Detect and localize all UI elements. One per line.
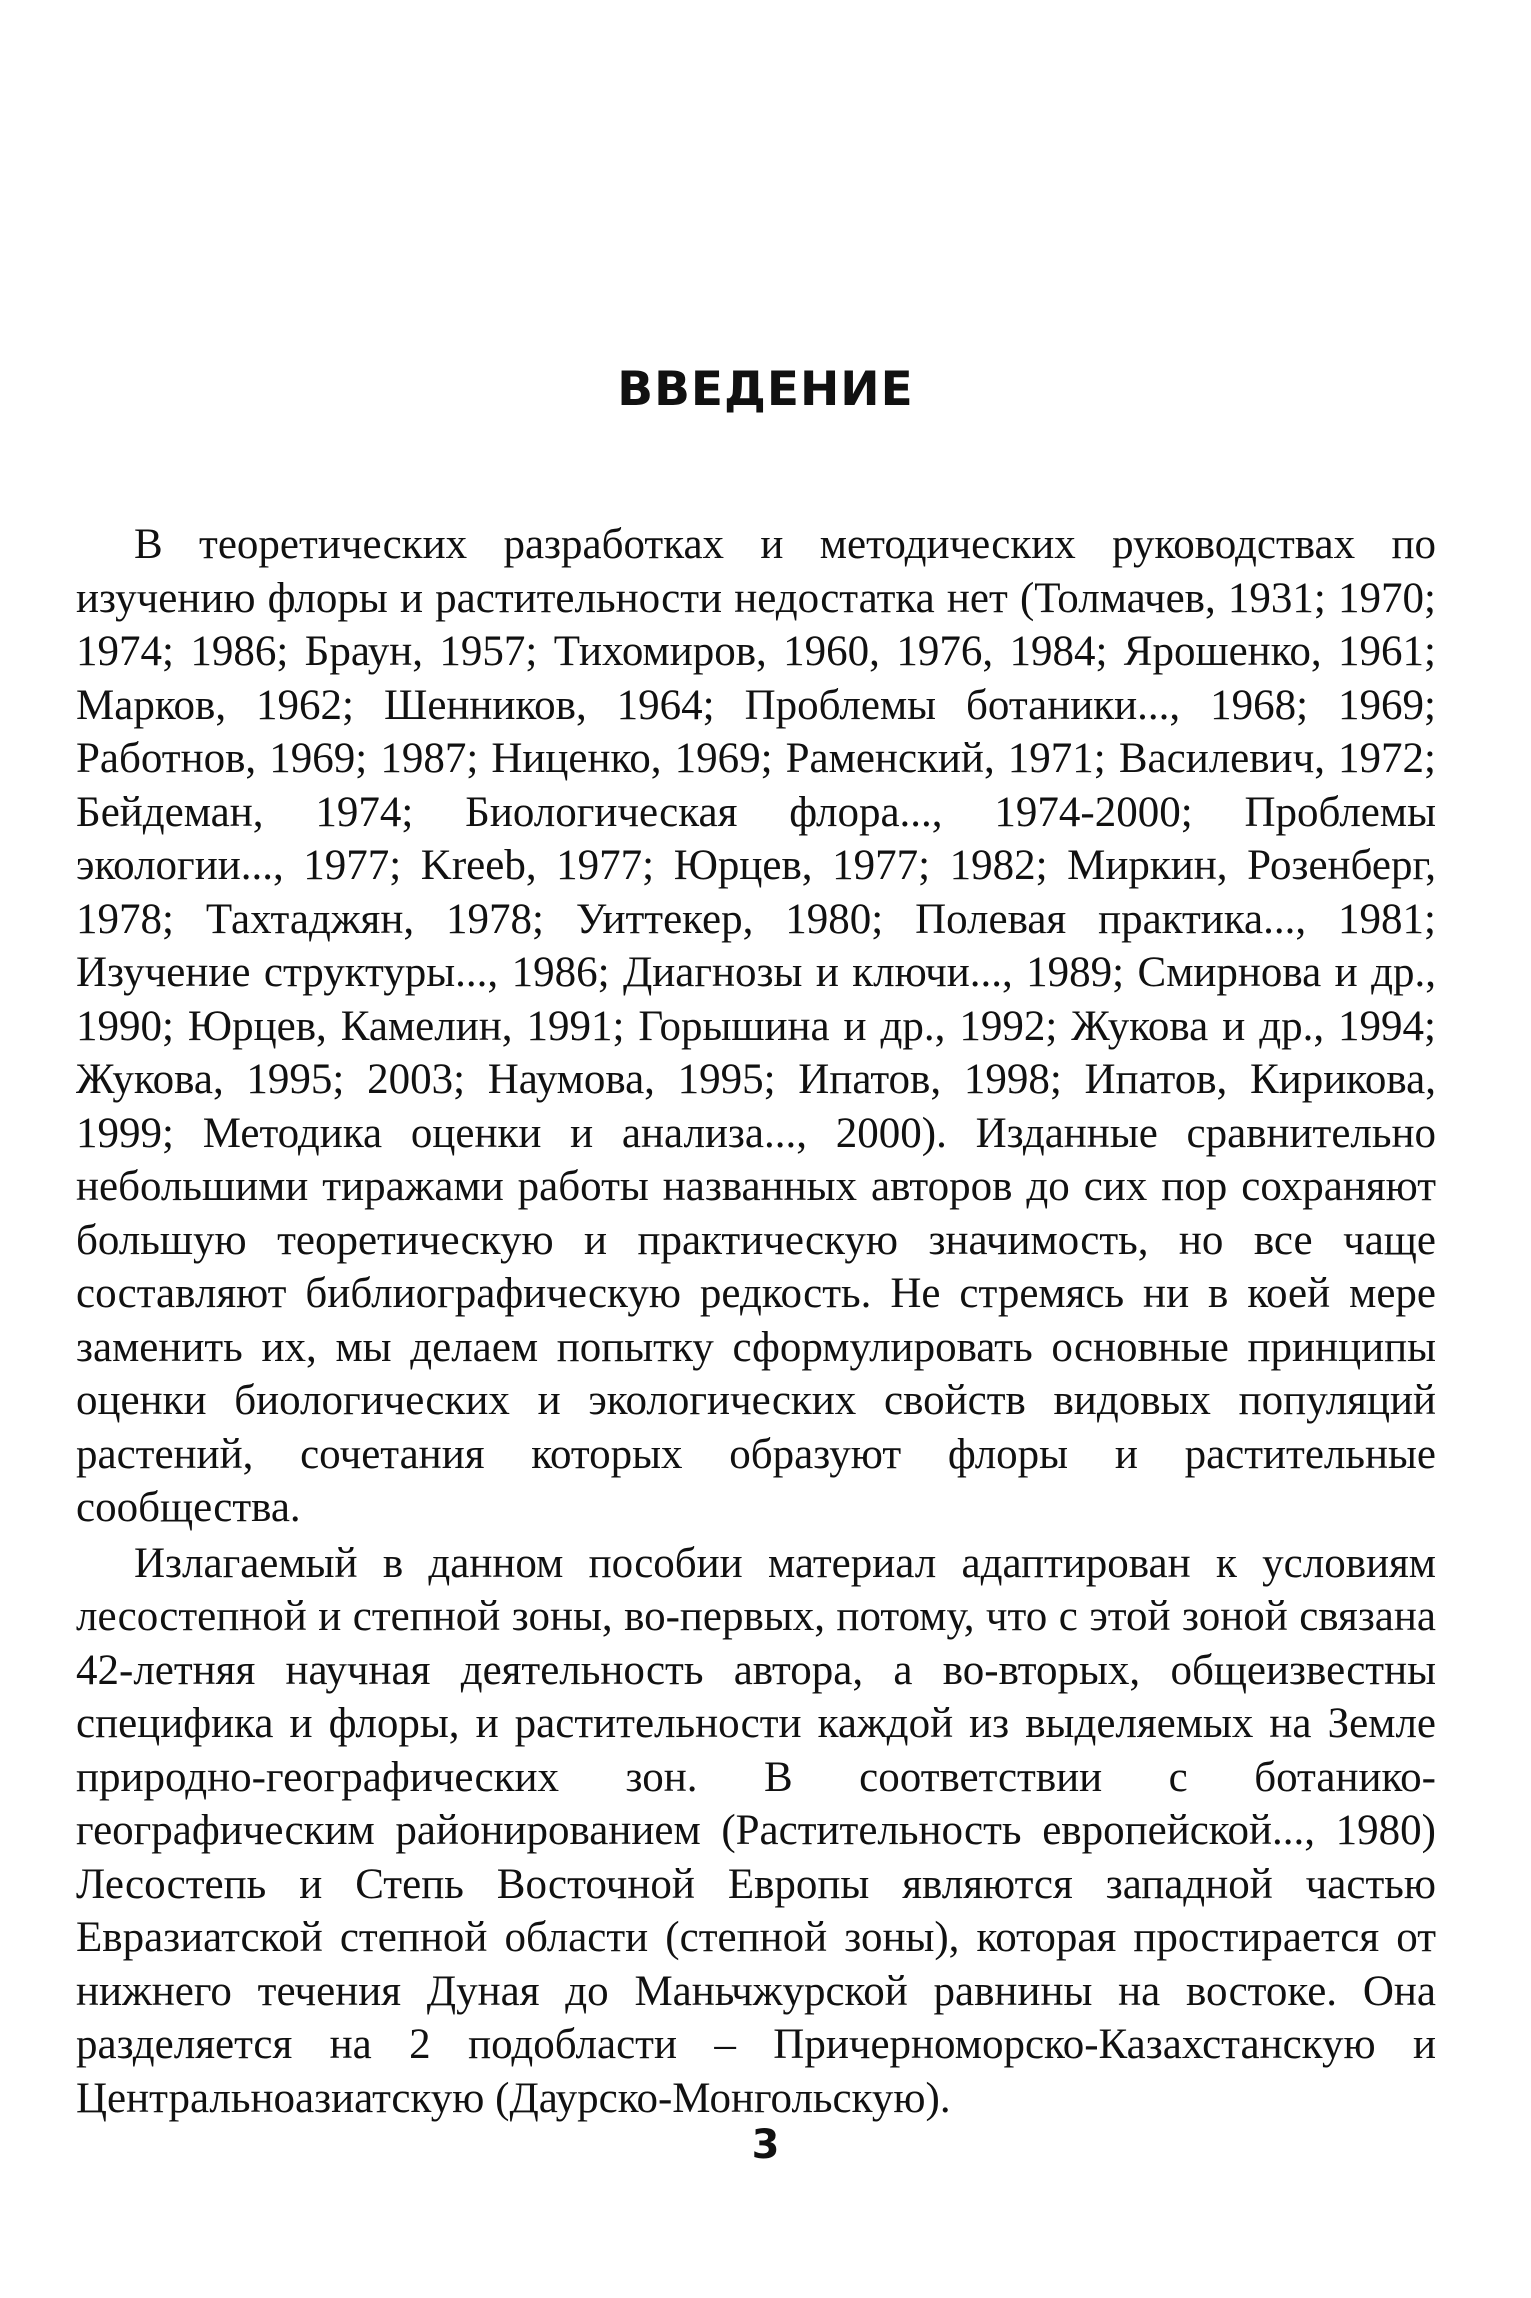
page-title: ВВЕДЕНИЕ	[617, 362, 914, 417]
paragraph-1: В теоретических разработках и методических руководствах по изучению флоры и растительности недостатка нет (Толмачев, 1931; 1970; 1974; 1986; Браун, 1957; Тихомиров, 1960, 1976, 1984; Ярошенко, 1961; Марков, 1962; Шенников, 1964; Проблемы ботаники..., 1968; 1969; Работнов, 1969; 1987; Ниценко, 1969; Раменский, 1971; Василевич, 1972; Бейдеман, 1974; Биологическая флора..., 1974-2000; Проблемы экологии..., 1977; Kreeb, 1977; Юрцев, 1977; 1982; Миркин, Розенберг, 1978; Тахтаджян, 1978; Уиттекер, 1980; Полевая практика..., 1981; Изучение структуры..., 1986; Диагнозы и ключи..., 1989; Смирнова и др., 1990; Юрцев, Камелин, 1991; Горышина и др., 1992; Жукова и др., 1994; Жукова, 1995; 2003; Наумова, 1995; Ипатов, 1998; Ипатов, Кирикова, 1999; Методика оценки и анализа..., 2000). Изданные сравнительно небольшими тиражами работы названных авторов до сих пор сохраняют большую теоретическую и практическую значимость, но все чаще составляют библиографическую редкость. Не стремясь ни в коей мере заменить их, мы делаем попытку сформулировать основные принципы оценки биологических и экологических свойств видовых популяций растений, сочетания которых образуют флоры и растительные сообщества.	[76, 521, 1436, 1531]
page-number: 3	[751, 2122, 780, 2168]
body-text	[76, 518, 1436, 2125]
paragraph-2: Излагаемый в данном пособии материал адаптирован к условиям лесостепной и степной зоны, во-первых, потому, что с этой зоной связана 42-летняя научная деятельность автора, а во-вторых, общеизвестны специфика и флоры, и растительности каждой из выделяемых на Земле природно-географических зон. В соответствии с ботанико-географическим районированием (Растительность европейской..., 1980) Лесостепь и Степь Восточной Европы являются западной частью Евразиатской степной области (степной зоны), которая простирается от нижнего течения Дуная до Маньчжурской равнины на востоке. Она разделяется на 2 подобласти – Причерноморско-Казахстанскую и Центральноазиатскую (Даурско-Монгольскую).	[76, 1539, 1436, 2122]
